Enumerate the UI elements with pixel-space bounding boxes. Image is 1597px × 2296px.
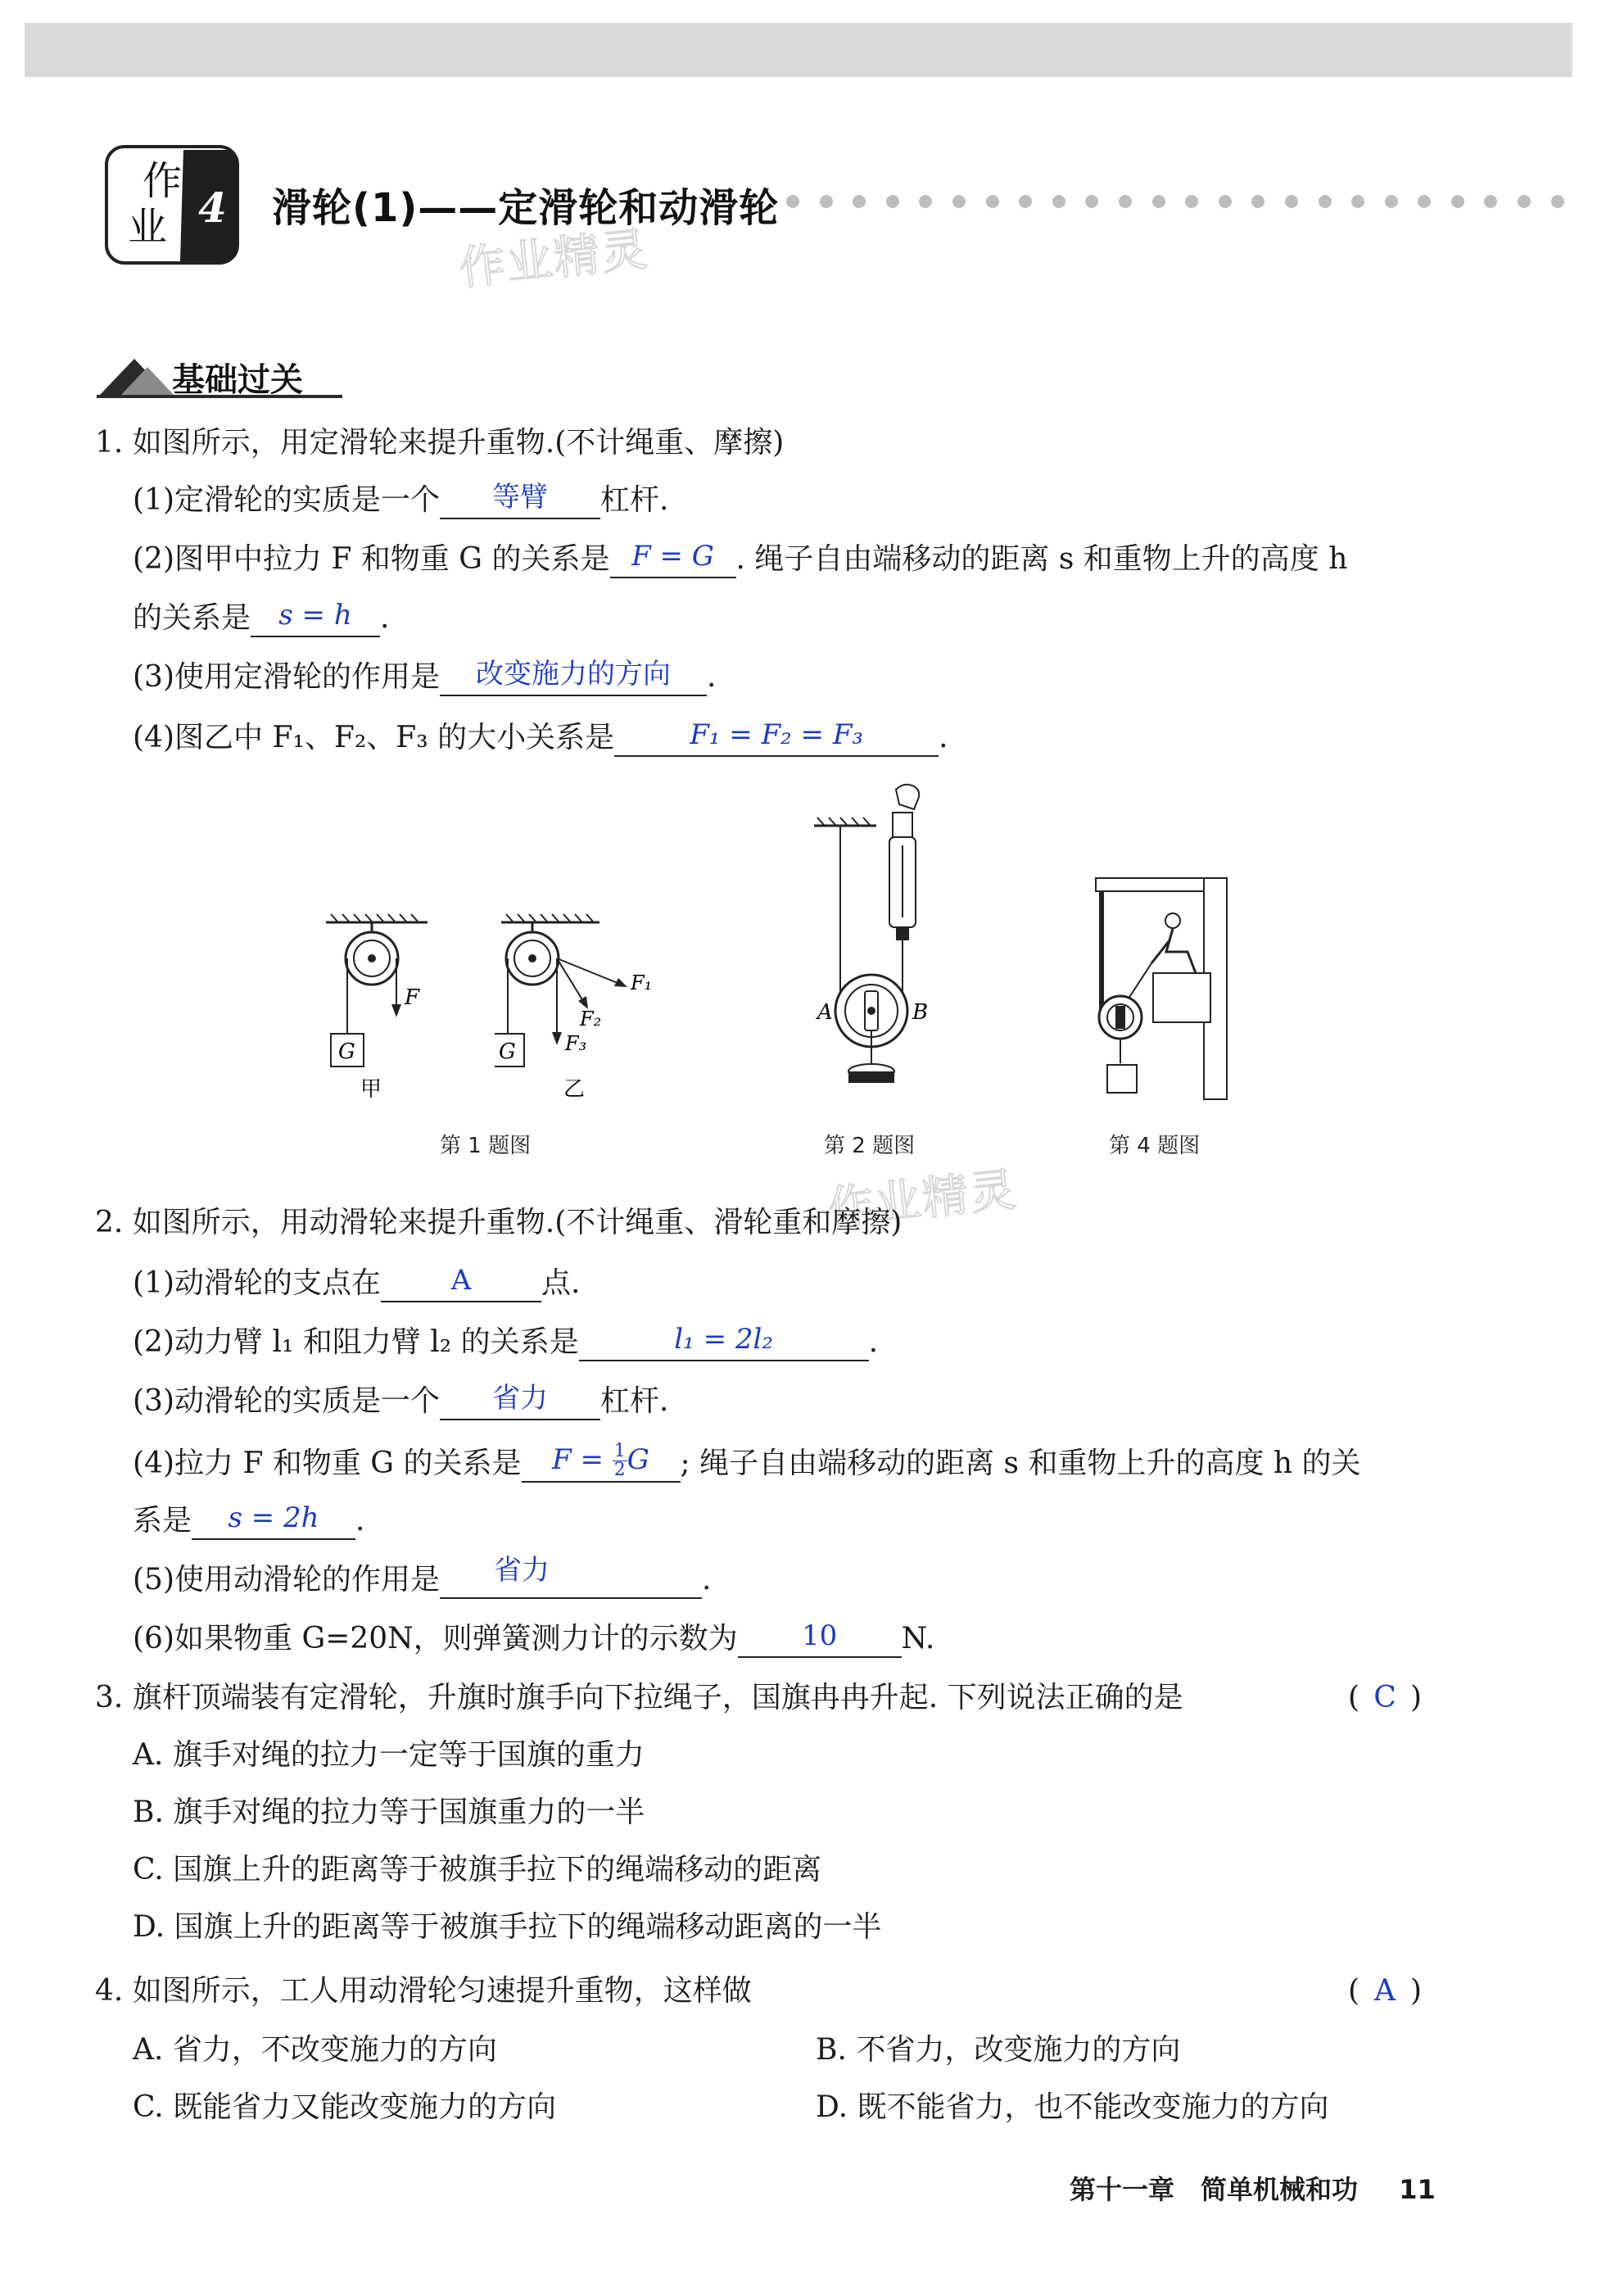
q4-option-c: C. 既能省力又能改变施力的方向 [133, 2090, 557, 2124]
section-title: 基础过关 [172, 361, 303, 399]
q1-part1: (1)定滑轮的实质是一个 等臂 杠杆. [133, 482, 668, 519]
q3-answer: C [1373, 1681, 1396, 1714]
fig1-label-jia: 甲 [360, 1077, 382, 1102]
fig1-label-G: G [338, 1039, 355, 1064]
footer-chapter: 第十一章 简单机械和功 [1070, 2174, 1359, 2205]
homework-badge [105, 143, 242, 268]
fig1-label-F2: F₂ [580, 1008, 602, 1030]
top-gray-band [25, 23, 1572, 77]
title-dots [786, 193, 1564, 210]
page-number: 11 [1399, 2174, 1436, 2205]
q1-part2: (2)图甲中拉力 F 和物重 G 的关系是 F = G . 绳子自由端移动的距离 s 和重物上升的高度 h [133, 541, 1347, 578]
figure2-movable-pulley [811, 780, 975, 1107]
section-heading [97, 351, 351, 400]
q3-answer-paren: ( C ) [1348, 1679, 1422, 1717]
fig2-caption: 第 2 题图 [824, 1134, 916, 1158]
q1-p1-blank: 等臂 [440, 485, 600, 519]
q2-p1-blank: A [381, 1268, 541, 1302]
q4-answer-paren: ( A ) [1348, 1972, 1422, 2010]
q1-p2b-blank: s = h [251, 603, 380, 637]
badge-bottom-char: 业 [128, 204, 168, 250]
q3-stem: 3. 旗杆顶端装有定滑轮，升旗时旗手向下拉绳子，国旗冉冉升起. 下列说法正确的是 [95, 1681, 1183, 1714]
fig2-label-B: B [912, 1000, 929, 1025]
q4-option-a: A. 省力，不改变施力的方向 [133, 2033, 497, 2067]
q2-part4b: 系是 s = 2h . [133, 1502, 364, 1540]
fig4-caption: 第 4 题图 [1109, 1134, 1201, 1158]
q2-part2: (2)动力臂 l₁ 和阻力臂 l₂ 的关系是 l₁ = 2l₂ . [133, 1324, 878, 1361]
q1-part3: (3)使用定滑轮的作用是 改变施力的方向 . [133, 659, 716, 696]
q2-part3: (3)动滑轮的实质是一个 省力 杠杆. [133, 1383, 668, 1420]
q1-p3-blank: 改变施力的方向 [440, 662, 707, 696]
q3-option-c: C. 国旗上升的距离等于被旗手拉下的绳端移动的距离 [133, 1853, 822, 1886]
q2-part6: (6)如果物重 G=20N，则弹簧测力计的示数为 10 N. [133, 1620, 934, 1658]
q2-part5: (5)使用动滑轮的作用是 省力 . [133, 1561, 711, 1599]
watermark: 作业精灵 [456, 223, 652, 296]
q1-part4: (4)图乙中 F₁、F₂、F₃ 的大小关系是 F₁ = F₂ = F₃ . [133, 719, 948, 757]
q2-p2-blank: l₁ = 2l₂ [579, 1327, 869, 1361]
q4-answer: A [1374, 1974, 1396, 2008]
q3-option-d: D. 国旗上升的距离等于被旗手拉下的绳端移动距离的一半 [133, 1910, 882, 1944]
badge-top-char: 作 [143, 158, 183, 204]
page-title: 滑轮(1)——定滑轮和动滑轮 [272, 185, 780, 231]
fig1-label-F3: F₃ [565, 1032, 587, 1055]
figure1-yi-fixed-pulley [495, 911, 667, 1116]
q3-option-a: A. 旗手对绳的拉力一定等于国旗的重力 [133, 1738, 645, 1772]
fig1-label-F: F [405, 985, 420, 1010]
fig1-caption: 第 1 题图 [440, 1134, 532, 1158]
figure1-jia-fixed-pulley [319, 911, 434, 1116]
q2-p3-blank: 省力 [440, 1386, 600, 1420]
q1-p4-blank: F₁ = F₂ = F₃ [614, 722, 939, 757]
q2-part4: (4)拉力 F 和物重 G 的关系是 F = $\frac{1}{2}$ G ; 绳子自由端移动的距离 s 和重物上升的高度 h 的关 [133, 1442, 1361, 1483]
fig2-label-A: A [817, 1000, 833, 1025]
page-footer [1070, 2169, 1436, 2207]
q1-part2b: 的关系是 s = h . [133, 600, 389, 637]
q2-p5-blank: 省力 [440, 1565, 702, 1599]
fig1-label-yi: 乙 [563, 1077, 586, 1102]
q3-option-b: B. 旗手对绳的拉力等于国旗重力的一半 [133, 1796, 645, 1829]
fig1-label-F1: F₁ [631, 971, 653, 994]
q1-p2-blank: F = G [610, 544, 736, 578]
q1-stem: 1. 如图所示，用定滑轮来提升重物.(不计绳重、摩擦) [95, 426, 785, 460]
watermark-2: 作业精灵 [825, 1163, 1020, 1236]
q4-option-d: D. 既不能省力，也不能改变施力的方向 [816, 2090, 1329, 2124]
q2-p6-blank: 10 [738, 1624, 902, 1658]
q4-option-b: B. 不省力，改变施力的方向 [816, 2033, 1181, 2067]
q2-stem: 2. 如图所示，用动滑轮来提升重物.(不计绳重、滑轮重和摩擦) [95, 1206, 903, 1239]
q2-part1: (1)动滑轮的支点在 A 点. [133, 1265, 580, 1302]
q2-p4b-blank: s = 2h [192, 1506, 355, 1540]
q2-p4-blank: F = $\frac{1}{2}$ G [522, 1442, 681, 1483]
fraction-one-half: $\frac{1}{2}$ [613, 1441, 626, 1480]
fig1-label-G2: G [499, 1039, 516, 1064]
figure4-worker-pulley [1088, 870, 1235, 1107]
badge-number: 4 [198, 183, 227, 232]
q4-stem: 4. 如图所示，工人用动滑轮匀速提升重物，这样做 [95, 1974, 752, 2008]
